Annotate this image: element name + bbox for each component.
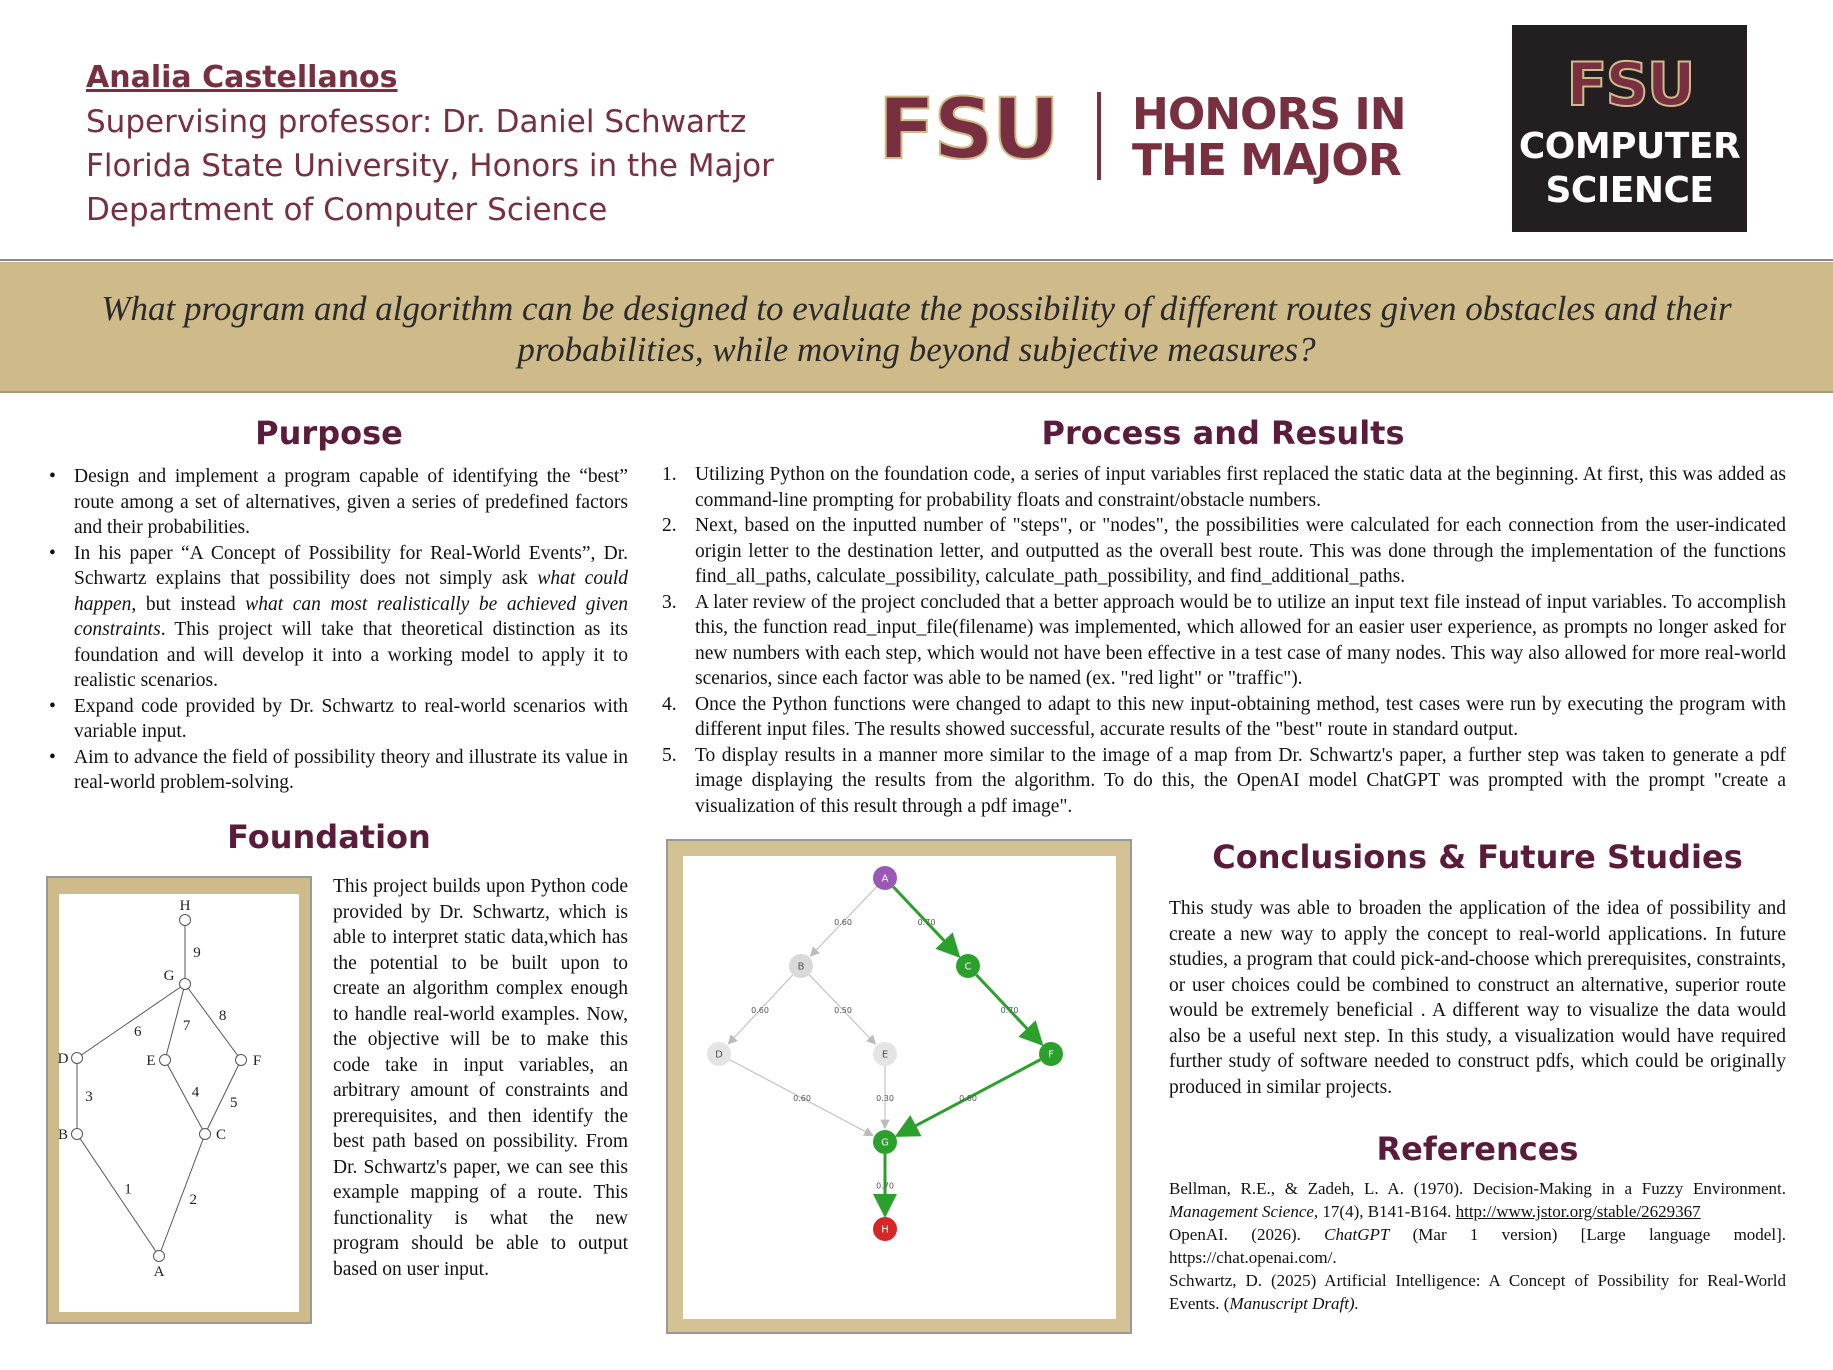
- process-item-text: Once the Python functions were changed to adapt to this new input-obtaining method, test cases were run by executing the program with different input files. The results showed successful, accurate results of the "best" route in standard output.: [695, 693, 1786, 740]
- research-question: What program and algorithm can be designed to evaluate the possibility of different routes given obstacles and their probabilities, while moving beyond subjective measures?: [101, 289, 1732, 369]
- purpose-heading: Purpose: [255, 414, 403, 452]
- purpose-item: [46, 541, 628, 694]
- edge-possibility-label: 0.60: [793, 1094, 811, 1103]
- reference-text: OpenAI. (2026).: [1169, 1225, 1325, 1244]
- university-line: Florida State University, Honors in the Major: [86, 148, 774, 184]
- fsu-logo: [868, 80, 1068, 178]
- node-label: H: [179, 898, 191, 914]
- process-item-number: 1.: [662, 464, 677, 485]
- process-item-text: Utilizing Python on the foundation code, a series of input variables first replaced the static data at the beginning. At first, this was added as command-line prompting for probability floats and constraint/obstacle numbers.: [695, 464, 1786, 511]
- node-label: A: [153, 1264, 165, 1280]
- edge-possibility-label: 0.70: [1000, 1006, 1019, 1015]
- route-node-label: H: [881, 1224, 889, 1236]
- purpose-item: [46, 694, 628, 745]
- node-label: B: [57, 1127, 69, 1143]
- node-label: C: [215, 1127, 227, 1143]
- route-node-label: F: [1048, 1049, 1054, 1061]
- reference-title: ChatGPT: [1324, 1225, 1390, 1244]
- process-item-text: A later review of the project concluded that a better approach would be to utilize an input text file instead of input variables. To accomplish this, the function read_input_file(filename) was implemented, which allowed for an easier user experience, as prompts no longer asked for new numbers with each step, which would not have been effective in a test case of many nodes. This way also allowed for more real-world scenarios, since each factor was able to be named (ex. "red light" or "traffic").: [695, 591, 1786, 689]
- department-line: Department of Computer Science: [86, 192, 608, 228]
- process-item: [660, 590, 1786, 692]
- edge-weight-label: 7: [182, 1018, 191, 1035]
- process-item-number: 2.: [662, 515, 677, 536]
- purpose-item-text: . This project will take that theoretical distinction as its foundation and will develop it into a working model to apply it to realistic scenarios.: [74, 619, 628, 691]
- node-label: E: [146, 1053, 156, 1069]
- references-heading: References: [1376, 1130, 1579, 1168]
- route-node-label: B: [797, 961, 805, 973]
- edge-possibility-label: 0.30: [876, 1094, 894, 1103]
- reference-journal: Management Science,: [1169, 1202, 1319, 1221]
- purpose-list: [46, 464, 628, 796]
- references-list: [1169, 1177, 1786, 1315]
- edge-weight-label: 8: [218, 1007, 227, 1024]
- route-node-label: G: [881, 1137, 889, 1149]
- honors-line-2: THE MAJOR: [1132, 135, 1401, 186]
- author-name: Analia Castellanos: [86, 60, 398, 95]
- edge-weight-label: 3: [85, 1089, 93, 1105]
- honors-line-1: HONORS IN: [1132, 89, 1406, 140]
- graph-edge: [182, 984, 241, 1060]
- result-figure: [683, 856, 1116, 1319]
- graph-node: [72, 1053, 83, 1064]
- purpose-item-emphasis: what could happen: [74, 568, 628, 615]
- cs-fsu-text: FSU: [1566, 50, 1694, 120]
- edge-weight-label: 9: [193, 945, 201, 961]
- route-node-label: D: [715, 1049, 723, 1061]
- fsu-computer-science-logo: [1512, 25, 1747, 232]
- node-label: G: [163, 968, 175, 984]
- best-route-graph: [683, 856, 1116, 1319]
- reference-text: Schwartz, D. (2025) Artificial Intelligence: A Concept of Possibility for Real-World Events. (: [1169, 1271, 1786, 1313]
- example-route-graph: [59, 894, 299, 1312]
- graph-node: [160, 1055, 171, 1066]
- graph-node: [236, 1055, 247, 1066]
- graph-node: [72, 1129, 83, 1140]
- route-node-label: A: [881, 873, 889, 885]
- purpose-item: [46, 464, 628, 541]
- graph-node: [180, 915, 191, 926]
- foundation-heading: Foundation: [227, 818, 431, 856]
- reference-item: [1169, 1269, 1786, 1315]
- reference-text: Bellman, R.E., & Zadeh, L. A. (1970). Decision-Making in a Fuzzy Environment.: [1169, 1179, 1786, 1198]
- edge-possibility-label: 0.60: [834, 918, 852, 927]
- author-block: [86, 56, 774, 232]
- route-node-label: C: [964, 961, 972, 973]
- edge-weight-label: 4: [191, 1084, 200, 1101]
- graph-node: [180, 979, 191, 990]
- edge-possibility-label: 0.70: [876, 1181, 894, 1191]
- reference-link[interactable]: http://www.jstor.org/stable/2629367: [1455, 1202, 1701, 1221]
- purpose-item-text: , but instead: [131, 593, 246, 615]
- process-item: [660, 513, 1786, 590]
- graph-node: [154, 1251, 165, 1262]
- purpose-item-text: Expand code provided by Dr. Schwartz to real-world scenarios with variable input.: [74, 695, 628, 742]
- graph-node: [200, 1129, 211, 1140]
- result-figure-frame: [666, 839, 1132, 1334]
- cs-fsu-mark: [1560, 49, 1700, 120]
- process-heading: Process and Results: [1041, 414, 1405, 452]
- process-item: [660, 692, 1786, 743]
- edge-weight-label: 6: [134, 1023, 142, 1040]
- process-item-number: 3.: [662, 591, 677, 613]
- research-question-band: [0, 262, 1833, 393]
- reference-item: [1169, 1177, 1786, 1223]
- edge-weight-label: 1: [124, 1181, 132, 1198]
- process-item: [660, 743, 1786, 820]
- logo-divider: [1097, 92, 1101, 180]
- reference-text: 17(4), B141-B164.: [1318, 1202, 1456, 1221]
- graph-edge: [77, 1134, 159, 1256]
- purpose-item-text: In his paper “A Concept of Possibility for Real-World Events”, Dr. Schwartz explains that possibility does not simply ask: [74, 542, 628, 589]
- process-item-number: 5.: [662, 744, 677, 766]
- purpose-item-emphasis: what can most realistically be achieved given constraints: [74, 593, 628, 640]
- purpose-item: [46, 745, 628, 796]
- cs-line-1: COMPUTER: [1518, 126, 1741, 167]
- cs-logo-text: [1512, 125, 1747, 213]
- honors-in-the-major-logo: [1132, 89, 1406, 186]
- foundation-text: This project builds upon Python code provided by Dr. Schwartz, which is able to interpret static data,which has the potential to be built upon to create an algorithm complex enough to handle real-world examples. Now, the objective will be to make this code take in input variables, an arbitrary amount of constraints and prerequisites, and then identify the best path based on possibility. From Dr. Schwartz's paper, we can see this example mapping of a route. This functionality is what the new program should be able to output based on user input.: [333, 876, 628, 1280]
- poster-header: [0, 0, 1833, 260]
- graph-edge: [159, 1134, 205, 1256]
- purpose-item-text: Design and implement a program capable of identifying the “best” route among a set of alternatives, given a series of predefined factors and their probabilities.: [74, 466, 628, 538]
- route-node-label: E: [881, 1049, 889, 1061]
- edge-possibility-label: 0.60: [751, 1006, 769, 1015]
- node-label: F: [252, 1053, 262, 1069]
- edge-weight-label: 5: [230, 1095, 238, 1112]
- header-divider: [0, 259, 1833, 261]
- conclusions-heading: Conclusions & Future Studies: [1212, 838, 1743, 876]
- node-label: D: [57, 1051, 69, 1067]
- supervisor-line: Supervising professor: Dr. Daniel Schwartz: [86, 104, 747, 140]
- edge-possibility-label: 0.50: [834, 1006, 852, 1015]
- foundation-figure: [59, 894, 299, 1312]
- edge-possibility-label: 0.70: [917, 918, 936, 927]
- process-item-number: 4.: [662, 693, 677, 715]
- purpose-item-text: Aim to advance the field of possibility theory and illustrate its value in real-world problem-solving.: [74, 746, 628, 793]
- edge-possibility-label: 0.80: [959, 1094, 977, 1103]
- process-item-text: Next, based on the inputted number of "steps", or "nodes", the possibilities were calculated for each connection from the user-indicated origin letter to the destination letter, and outputted as the overall best route. This was done through the implementation of the functions find_all_paths, calculate_possibility, calculate_path_possibility, and find_additional_paths.: [695, 515, 1786, 587]
- reference-text: (Mar 1 version) [Large language model]. https://chat.openai.com/.: [1169, 1225, 1786, 1267]
- cs-line-2: SCIENCE: [1545, 170, 1714, 211]
- fsu-logo-text: FSU: [877, 80, 1059, 178]
- conclusions-text: This study was able to broaden the application of the idea of possibility and create a new way to apply the concept to real-world applications. In future studies, a program that could pick-and-choose which prerequisites, constraints, or user choices could be combined to construct an alternative, superior route would be extremely beneficial . A different way to visualize the data would also be a useful next step. In this study, a visualization would have required further study of software needed to construct pdfs, which could be originally produced in similar projects.: [1169, 898, 1786, 1098]
- reference-item: [1169, 1223, 1786, 1269]
- process-item-text: To display results in a manner more similar to the image of a map from Dr. Schwartz's paper, a further step was taken to generate a pdf image displaying the results from the algorithm. To do this, the OpenAI model ChatGPT was prompted with the prompt "create a visualization of this result through a pdf image".: [695, 744, 1786, 817]
- foundation-figure-frame: [46, 876, 312, 1324]
- reference-note: Manuscript Draft).: [1229, 1294, 1359, 1313]
- process-item: [660, 462, 1786, 513]
- edge-weight-label: 2: [189, 1192, 197, 1209]
- process-list: [660, 462, 1786, 819]
